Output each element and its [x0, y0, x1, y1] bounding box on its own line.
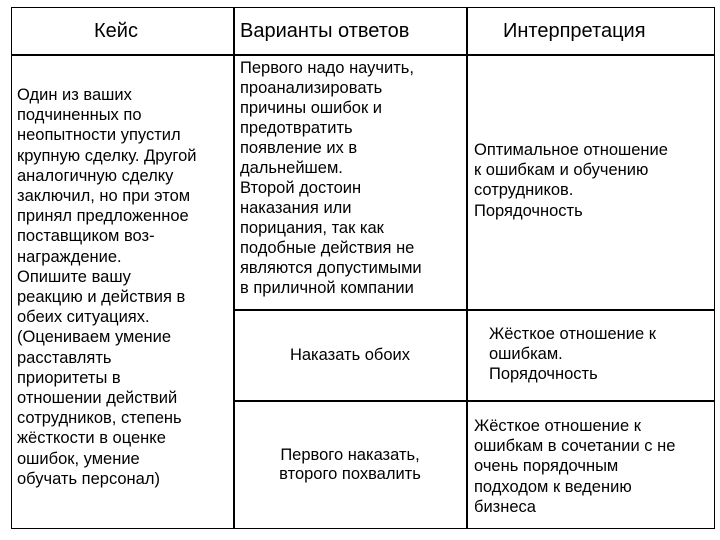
- answer-option-1: Первого надо научить, проанализировать причины ошибок и предотвратить появление их в дальнейшем. Второй достоин наказания или порицания, так как подобные действия не являются допустимыми в приличной компании: [240, 59, 422, 297]
- case-description: Один из ваших подчиненных по неопытности упустил крупную сделку. Другой аналогичную сделку заключил, но при этом принял предложенное поставщиком воз- награждение. Опишите вашу реакцию и действия в обеих ситуациях. (Оцениваем умение расставлять приоритеты в отношении действий сотрудников, степень жёсткости в оценке ошибок, умение обучать персонал): [17, 86, 197, 488]
- header-divider: [11, 54, 715, 56]
- interpretation-1: Оптимальное отношение к ошибкам и обучению сотрудников. Порядочность: [474, 141, 668, 220]
- answer-option-2: Наказать обоих: [289, 346, 411, 364]
- interpretation-2: Жёсткое отношение к ошибкам. Порядочность: [489, 325, 656, 384]
- row-divider-2: [233, 400, 715, 402]
- header-case: Кейс: [94, 20, 138, 42]
- column-divider-2: [466, 7, 468, 529]
- row-divider-1: [233, 309, 715, 311]
- header-answers: Варианты ответов: [240, 20, 410, 42]
- interpretation-3: Жёсткое отношение к ошибкам в сочетании с не очень порядочным подходом к ведению бизнеса: [474, 417, 676, 516]
- answer-option-3: Первого наказать, второго похвалить: [279, 446, 421, 483]
- header-interpretation: Интерпретация: [503, 20, 646, 42]
